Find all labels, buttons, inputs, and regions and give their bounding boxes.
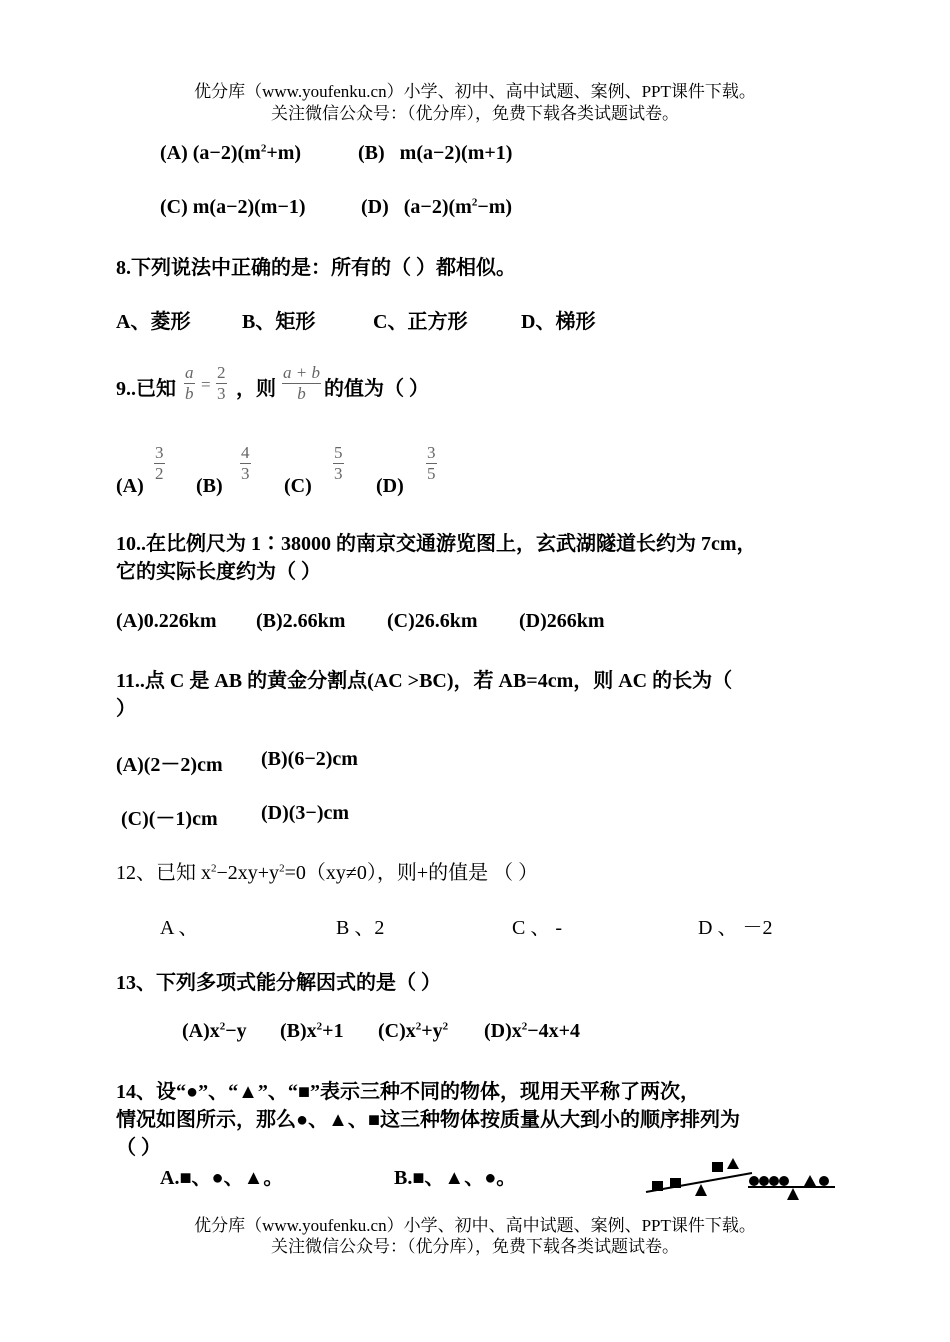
q14-stem-line-3: （ ）: [116, 1137, 161, 1159]
q13-option-b: $(B)x^2+1$: [280, 1020, 344, 1042]
q12-option-a: A 、: [160, 917, 199, 939]
square-object-icon: [652, 1181, 663, 1191]
q14-stem-line-2: 情况如图所示，那么●、▲、■这三种物体按质量从大到小的顺序排列为: [116, 1109, 740, 1131]
balance-scale-1: [646, 1158, 752, 1196]
q9-label-c: (C): [284, 475, 312, 497]
q9-fraction-apb-over-b: $\frac{a + b}{b}$: [283, 363, 320, 403]
q13-option-c: $(C)x^2+y^2$: [378, 1020, 449, 1042]
q9-fraction-a-over-b: $\frac{a}{b}$: [185, 363, 194, 403]
q9-label-d: (D): [376, 475, 404, 497]
q8-option-b: B、矩形: [242, 311, 316, 333]
q7-option-a: (A) $(a-2)(m^2+m)$: [160, 142, 302, 164]
circle-object-icon: [779, 1176, 789, 1186]
q10-option-d: (D)266km: [519, 610, 605, 632]
q12-option-b: B 、2: [336, 917, 385, 939]
header-line-1: 优分库（www.youfenku.cn）小学、初中、高中试题、案例、PPT课件下载。: [194, 82, 756, 101]
q7-option-d: (D) $(a-2)(m^2-m)$: [361, 196, 513, 218]
q7-option-c: (C) m(a−2)(m−1): [160, 196, 306, 218]
q9-option-a-fraction: $\frac{3}{2}$: [155, 443, 164, 483]
q8-option-c: C、正方形: [373, 311, 468, 333]
q10-option-c: (C)26.6km: [387, 610, 478, 632]
q12-option-d: D 、 －2: [698, 917, 773, 939]
circle-object-icon: [759, 1176, 769, 1186]
square-object-icon: [712, 1162, 723, 1172]
q14-option-b: B.■、▲、●。: [394, 1167, 517, 1189]
q14-option-a: A.■、●、▲。: [160, 1167, 284, 1189]
q12-stem: 12、已知 $x^2-2xy+y^2=0(xy\ne 0)$，则+的值是 （ ）: [116, 862, 539, 884]
footer-line-1: 优分库（www.youfenku.cn）小学、初中、高中试题、案例、PPT课件下载。: [194, 1216, 756, 1235]
q9-label-a: (A): [116, 475, 144, 497]
balance-scales-figure: [640, 1156, 840, 1206]
circle-object-icon: [749, 1176, 759, 1186]
q13-option-d: $(D)x^2-4x+4$: [484, 1020, 581, 1042]
footer-line-2: 关注微信公众号：（优分库），免费下载各类试题试卷。: [271, 1237, 679, 1256]
triangle-object-icon: [727, 1158, 739, 1169]
q9-option-c-fraction: $\frac{5}{3}$: [334, 443, 343, 483]
q10-option-a: (A)0.226km: [116, 610, 217, 632]
q11-option-d: (D)(3−)cm: [261, 802, 350, 824]
q9-fraction-2-over-3: $\frac{2}{3}$: [217, 363, 226, 403]
q13-stem: 13、下列多项式能分解因式的是（ ）: [116, 972, 441, 994]
q9-suffix: 的值为（ ）: [324, 378, 429, 400]
balance-scale-2: [748, 1175, 835, 1200]
circle-object-icon: [769, 1176, 779, 1186]
q10-option-b: (B)2.66km: [256, 610, 346, 632]
q12-option-c: C 、 -: [512, 917, 562, 939]
q9-prefix: 9..已知: [116, 378, 176, 400]
q11-option-c: (C)(－1)cm: [121, 808, 218, 830]
header-line-2: 关注微信公众号：（优分库），免费下载各类试题试卷。: [271, 104, 679, 123]
q11-stem-line-1: 11..点 C 是 AB 的黄金分割点(AC >BC)，若 AB=4cm，则 AC 的长为（: [116, 670, 733, 692]
q10-stem-line-1: 10..在比例尺为 1∶38000 的南京交通游览图上，玄武湖隧道长约为 7cm，: [116, 533, 757, 555]
q10-stem-line-2: 它的实际长度约为（ ）: [116, 561, 321, 583]
circle-object-icon: [819, 1176, 829, 1186]
q11-stem-line-2: ）: [116, 698, 136, 720]
q8-option-d: D、梯形: [521, 311, 596, 333]
square-object-icon: [670, 1178, 681, 1188]
q9-middle: ，则: [236, 378, 276, 400]
q8-option-a: A、菱形: [116, 311, 191, 333]
q9-label-b: (B): [196, 475, 223, 497]
q9-option-d-fraction: $\frac{3}{5}$: [427, 443, 436, 483]
q11-option-a: (A)(2－2)cm: [116, 754, 223, 776]
q14-stem-line-1: 14、设“●”、“▲”、“■”表示三种不同的物体，现用天平称了两次，: [116, 1081, 700, 1103]
q13-option-a: $(A)x^2-y$: [182, 1020, 247, 1042]
q11-option-b: (B)(6−2)cm: [261, 748, 358, 770]
q8-stem: 8.下列说法中正确的是：所有的（ ）都相似。: [116, 257, 516, 279]
q9-equals: =: [201, 375, 211, 394]
q9-option-b-fraction: $\frac{4}{3}$: [241, 443, 250, 483]
triangle-object-icon: [804, 1175, 816, 1186]
q7-option-b: (B) m(a−2)(m+1): [358, 142, 513, 164]
triangle-fulcrum-icon: [695, 1184, 707, 1196]
triangle-fulcrum-icon: [787, 1188, 799, 1200]
